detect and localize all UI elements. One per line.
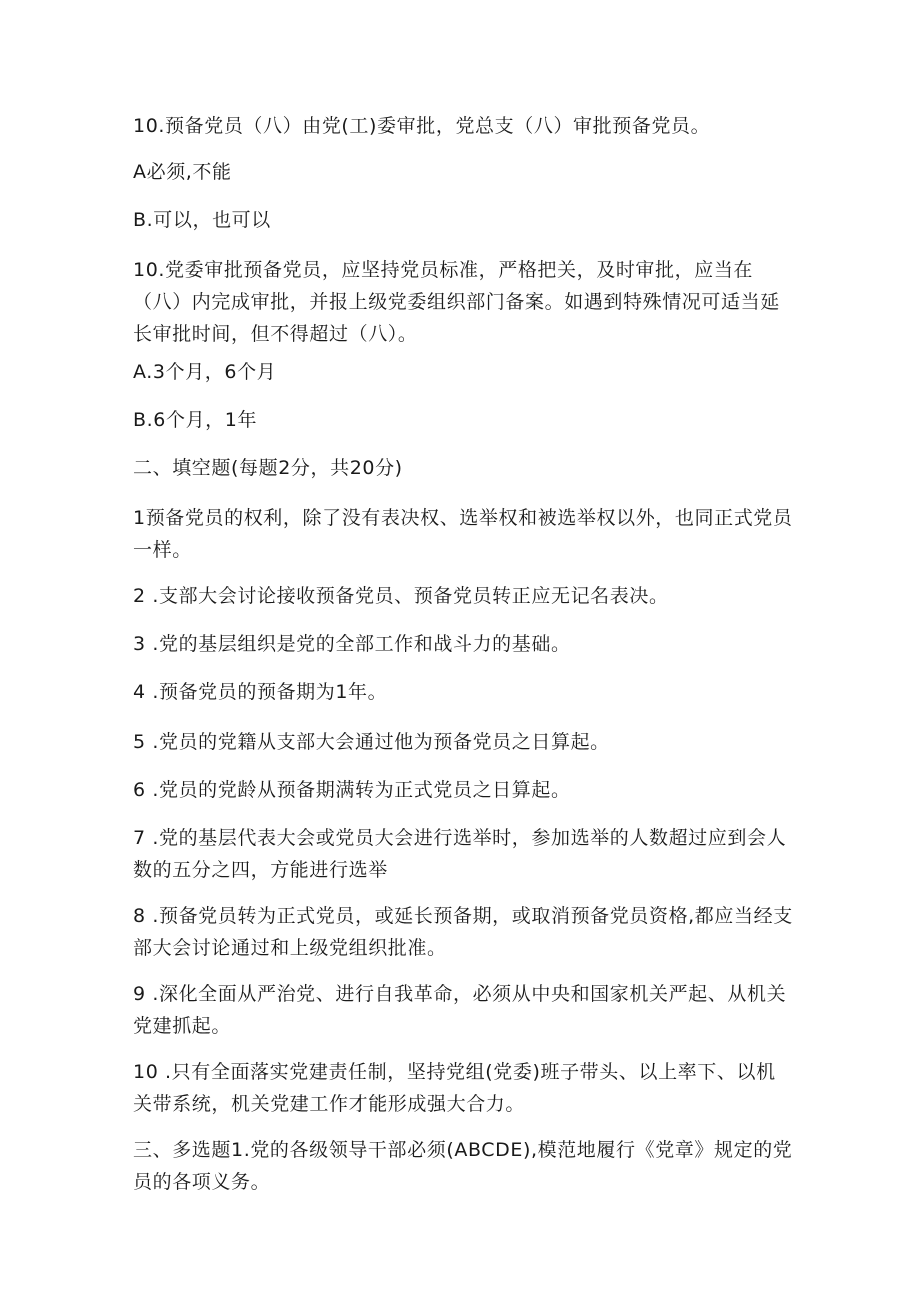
fill-in-item-2: 2 .支部大会讨论接收预备党员、预备党员转正应无记名表决。: [133, 585, 669, 607]
fill-in-item-7: 7 .党的基层代表大会或党员大会进行选举时，参加选举的人数超过应到会人数的五分之四，方能进行选举: [133, 827, 787, 881]
question-10-approval: 10.预备党员（八）由党(工)委审批，党总支（八）审批预备党员。: [133, 115, 711, 137]
section-heading-fill-in: 二、填空题(每题2分，共20分): [133, 457, 403, 479]
fill-in-item-6: 6 .党员的党龄从预备期满转为正式党员之日算起。: [133, 779, 571, 801]
fill-in-item-5: 5 .党员的党籍从支部大会通过他为预备党员之日算起。: [133, 731, 610, 753]
question-10-time-limit: 10.党委审批预备党员，应坚持党员标准，严格把关，及时审批，应当在（八）内完成审批，并报上级党委组织部门备案。如遇到特殊情况可适当延长审批时间，但不得超过（八）。: [133, 259, 780, 345]
fill-in-item-10: 10 .只有全面落实党建责任制，坚持党组(党委)班子带头、以上率下、以机关带系统，机关党建工作才能形成强大合力。: [133, 1061, 776, 1115]
fill-in-item-9: 9 .深化全面从严治党、进行自我革命，必须从中央和国家机关严起、从机关党建抓起。: [133, 983, 787, 1037]
fill-in-item-3: 3 .党的基层组织是党的全部工作和战斗力的基础。: [133, 633, 571, 655]
option-b: B.6个月，1年: [133, 409, 258, 431]
fill-in-item-4: 4 .预备党员的预备期为1年。: [133, 681, 388, 703]
fill-in-item-8: 8 .预备党员转为正式党员，或延长预备期，或取消预备党员资格,都应当经支部大会讨论通过和上级党组织批准。: [133, 905, 793, 959]
option-b: B.可以，也可以: [133, 209, 271, 231]
option-a: A必须,不能: [133, 161, 232, 183]
fill-in-item-1: 1预备党员的权利，除了没有表决权、选举权和被选举权以外，也同正式党员一样。: [133, 507, 793, 561]
multiple-choice-section: 三、多选题1.党的各级领导干部必须(ABCDE),模范地履行《党章》规定的党员的各项义务。: [133, 1139, 793, 1193]
option-a: A.3个月，6个月: [133, 361, 277, 383]
